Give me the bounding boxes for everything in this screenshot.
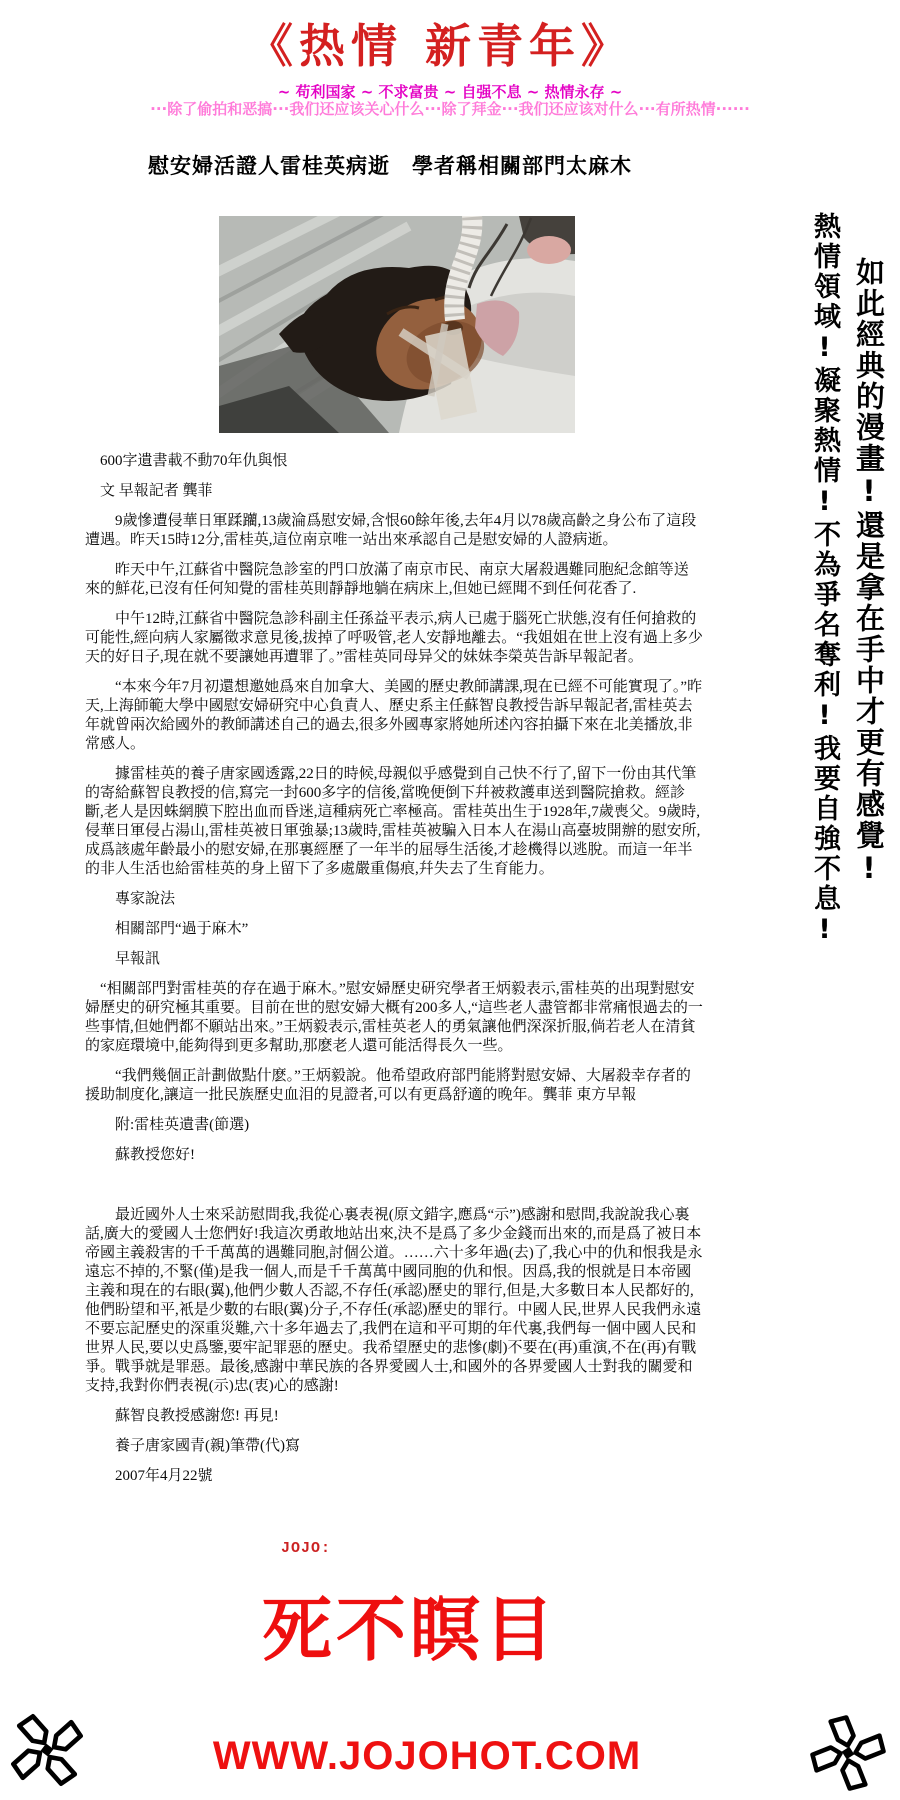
tagline-primary: ~ 苟利国家 ~ 不求富贵 ~ 自强不息 ~ 热情永存 ~ — [277, 83, 623, 101]
article-body — [85, 452, 703, 1497]
article-paragraph: 最近國外人士來采訪慰問我,我從心裏表視(原文錯字,應爲“示”)感謝和慰問,我說說我心裏話,廣大的愛國人士您們好!我這次勇敢地站出來,決不是爲了多少金錢而出來的,而是爲了被日本帝國主義殺害的千千萬萬的遇難同胞,討個公道。……六十多年過(去)了,我心中的仇和恨我是永遠忘不掉的,不緊(僅)是我一個人,而是千千萬萬中國同胞的仇和恨。因爲,我的恨就是日本帝國主義和現在的右眼(翼),他們少數人否認,不存任(承認)歷史的罪行,但是,大多數日本人民都好的,他們盼望和平,衹是少數的右眼(翼)分子,不存任(承認)歷史的罪行。中國人民,世界人民我們永遠不要忘記歷史的深重災難,六十多年過去了,我們在這和平可期的年代裏,我們每一個中國人民和世界人民,要以史爲鑒,要牢記罪惡的歷史。我希望歷史的悲慘(劇)不要在(再)重演,不在(再)有戰爭。戰爭就是罪惡。最後,感謝中華民族的各界愛國人士,和國外的各界愛國人士對我的關愛和支持,我對你們表視(示)忠(衷)心的感謝! — [85, 1207, 703, 1394]
hospital-photo-illustration — [219, 216, 575, 433]
article-paragraph: 9歲慘遭侵華日軍蹂躪,13歲淪爲慰安婦,含恨60餘年後,去年4月以78歲高齡之身公布了這段遭遇。昨天15時12分,雷桂英,這位南京唯一站出來承認自己是慰安婦的人證病逝。 — [85, 513, 697, 548]
article-paragraphs — [85, 512, 703, 1486]
hand — [527, 236, 571, 264]
article-paragraph: 專家說法 — [85, 891, 176, 907]
flower-ornament-icon — [3, 1703, 92, 1797]
slogan-text: 死不瞑目 — [262, 1589, 558, 1671]
jojo-label: JOJO: — [281, 1540, 332, 1557]
article-byline: 文 早報記者 龔菲 — [85, 483, 213, 499]
website-link[interactable]: WWW.JOJOHOT.COM — [212, 1734, 642, 1778]
article-paragraph: 相關部門“過于麻木” — [85, 921, 249, 937]
article-paragraph: 昨天中午,江蘇省中醫院急診室的門口放滿了南京市民、南京大屠殺遇難同胞紀念館等送來的鮮花,已沒有任何知覺的雷桂英則靜靜地躺在病床上,但她已經聞不到任何花香了. — [85, 562, 689, 597]
article-paragraph: “本來今年7月初還想邀她爲來自加拿大、美國的歷史教師講課,現在已經不可能實現了。”昨天,上海師範大學中國慰安婦研究中心負責人、歷史系主任蘇智良教授告訴早報記者,雷桂英去年就曾兩次給國外的教師講述自己的過去,很多外國專家將她所述內容拍攝下來在北美播放,非常感人。 — [85, 679, 703, 752]
vertical-banner — [805, 212, 890, 948]
article-paragraph: 據雷桂英的養子唐家國透露,22日的時候,母親似乎感覺到自己快不行了,留下一份由其代筆的寄給蘇智良教授的信,寫完一封600多字的信後,當晚便倒下幷被救護車送到醫院搶救。經診斷,老人是因蛛網膜下腔出血而昏迷,這種病死亡率極高。雷桂英出生于1928年,7歲喪父。9歲時,侵華日軍侵占湯山,雷桂英被日軍強暴;13歲時,雷桂英被騙入日本人在湯山高臺坡開辦的慰安所,成爲該處年齡最小的慰安婦,在那裏經歷了一年半的屈辱生活後,才趁機得以逃脫。而這一年半的非人生活也給雷桂英的身上留下了多處嚴重傷痕,幷失去了生育能力。 — [85, 766, 701, 877]
flower-ornament-icon — [803, 1707, 894, 1799]
photo-caption: 600字遺書載不動70年仇與恨 — [85, 453, 288, 469]
article-paragraph: 2007年4月22號 — [85, 1468, 213, 1484]
article-paragraph — [85, 1176, 703, 1195]
tagline-secondary: ···除了偷拍和恶搞···我们还应该关心什么···除了拜金···我们还应该对什么···有所热情······ — [150, 100, 750, 118]
article-paragraph: 養子唐家國青(親)筆帶(代)寫 — [85, 1438, 300, 1454]
vertical-banner-line-1: 如此經典的漫畫!還是拿在手中才更有感覺! — [852, 257, 886, 887]
page-title: 《热情 新青年》 — [246, 19, 633, 73]
article-photo — [219, 216, 575, 433]
article-headline: 慰安婦活證人雷桂英病逝 學者稱相關部門太麻木 — [148, 154, 632, 178]
article-paragraph: 早報訊 — [85, 951, 161, 967]
article-paragraph: “我們幾個正計劃做點什麽。”王炳毅說。他希望政府部門能將對慰安婦、大屠殺幸存者的援助制度化,讓這一批民族歷史血泪的見證者,可以有更爲舒適的晚年。龔菲 東方早報 — [85, 1068, 691, 1103]
article-paragraph: 附:雷桂英遺書(節選) — [85, 1117, 250, 1133]
article-paragraph: 蘇智良教授感謝您! 再見! — [85, 1408, 279, 1424]
article-paragraph: 蘇教授您好! — [85, 1147, 195, 1163]
article-paragraph: “相關部門對雷桂英的存在過于麻木。”慰安婦歷史研究學者王炳毅表示,雷桂英的出現對慰安婦歷史的研究極其重要。目前在世的慰安婦大概有200多人,“這些老人盡管都非常痛恨過去的一些事情,但她們都不願站出來。”王炳毅表示,雷桂英老人的勇氣讓他們深深折服,倘若老人在清貧的家庭環境中,能夠得到更多幫助,那麽老人還可能活得長久一些。 — [85, 981, 703, 1054]
vertical-banner-line-2: 熱情領域!凝聚熱情!不為爭名奪利!我要自強不息! — [809, 212, 840, 948]
article-paragraph: 中午12時,江蘇省中醫院急診科副主任孫益平表示,病人已處于腦死亡狀態,沒有任何搶救的可能性,經向病人家屬徵求意見後,拔掉了呼吸管,老人安靜地離去。“我姐姐在世上沒有過上多少天的好日子,現在就不要讓她再遭罪了。”雷桂英同母异父的妹妹李榮英告訴早報記者。 — [85, 611, 703, 665]
